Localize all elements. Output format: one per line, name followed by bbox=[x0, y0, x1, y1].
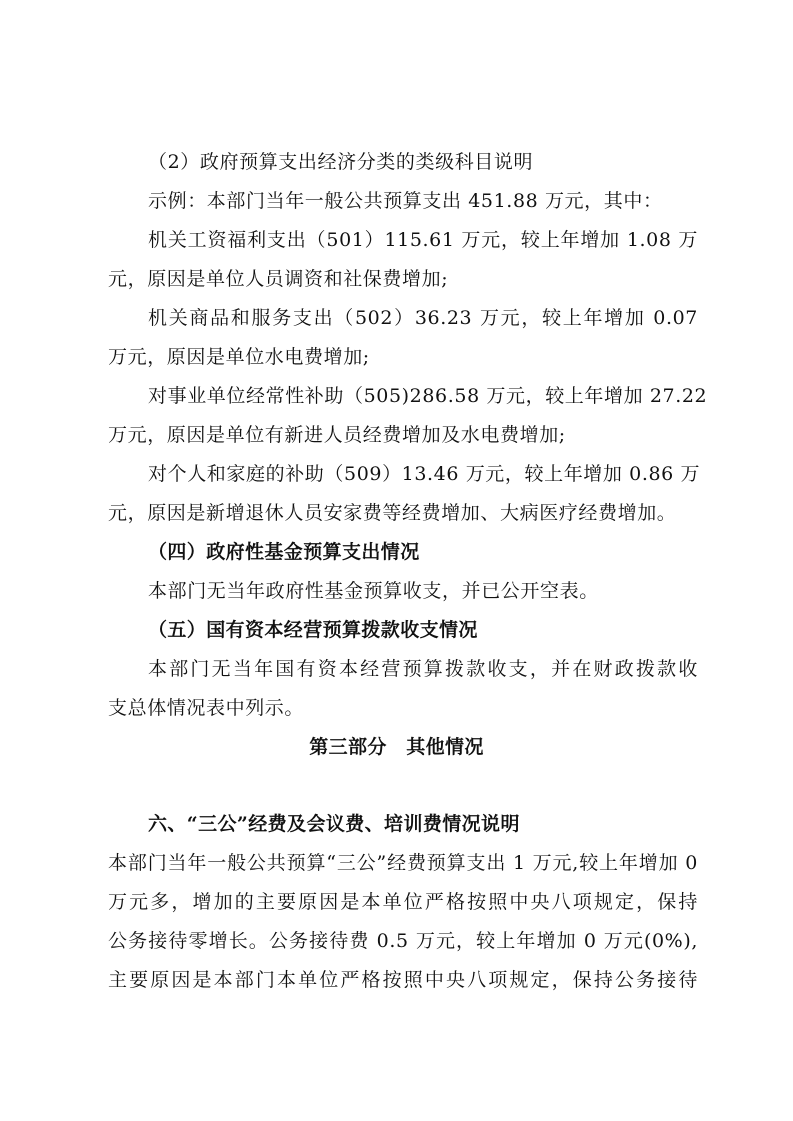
subsection-heading-economic-classification: （2）政府预算支出经济分类的类级科目说明 bbox=[148, 151, 534, 173]
paragraph-line: 机关工资福利支出（501）115.61 万元，较上年增加 1.08 万 bbox=[148, 229, 698, 251]
section-heading-state-capital: （五）国有资本经营预算拨款收支情况 bbox=[148, 619, 478, 641]
paragraph-line: 万元，原因是单位有新进人员经费增加及水电费增加; bbox=[108, 424, 566, 446]
paragraph-line: 元，原因是单位人员调资和社保费增加; bbox=[108, 268, 449, 290]
paragraph-line: 支总体情况表中列示。 bbox=[108, 697, 305, 719]
paragraph-line: 公务接待零增长。公务接待费 0.5 万元，较上年增加 0 万元(0%), bbox=[108, 930, 698, 952]
section-heading-government-fund: （四）政府性基金预算支出情况 bbox=[148, 541, 420, 563]
paragraph-line: 对个人和家庭的补助（509）13.46 万元，较上年增加 0.86 万 bbox=[148, 463, 701, 485]
paragraph-line: 万元，原因是单位水电费增加; bbox=[108, 346, 370, 368]
paragraph-line: 万元多，增加的主要原因是本单位严格按照中央八项规定，保持 bbox=[108, 891, 698, 913]
paragraph-line: 本部门当年一般公共预算“三公”经费预算支出 1 万元,较上年增加 0 bbox=[108, 852, 698, 874]
paragraph-line: 本部门无当年政府性基金预算收支，并已公开空表。 bbox=[148, 580, 599, 602]
part-title: 第三部分 其他情况 bbox=[309, 736, 484, 758]
paragraph-line: 对事业单位经常性补助（505)286.58 万元，较上年增加 27.22 bbox=[148, 385, 708, 407]
paragraph-line: 机关商品和服务支出（502）36.23 万元，较上年增加 0.07 bbox=[148, 307, 698, 329]
paragraph-line: 本部门无当年国有资本经营预算拨款收支，并在财政拨款收 bbox=[148, 658, 698, 680]
section-heading-three-public-expenses: 六、“三公”经费及会议费、培训费情况说明 bbox=[148, 813, 520, 835]
paragraph-line: 元，原因是新增退休人员安家费等经费增加、大病医疗经费增加。 bbox=[108, 502, 677, 524]
paragraph-line: 主要原因是本部门本单位严格按照中央八项规定，保持公务接待 bbox=[108, 969, 698, 991]
paragraph-line: 示例：本部门当年一般公共预算支出 451.88 万元，其中： bbox=[148, 190, 663, 212]
